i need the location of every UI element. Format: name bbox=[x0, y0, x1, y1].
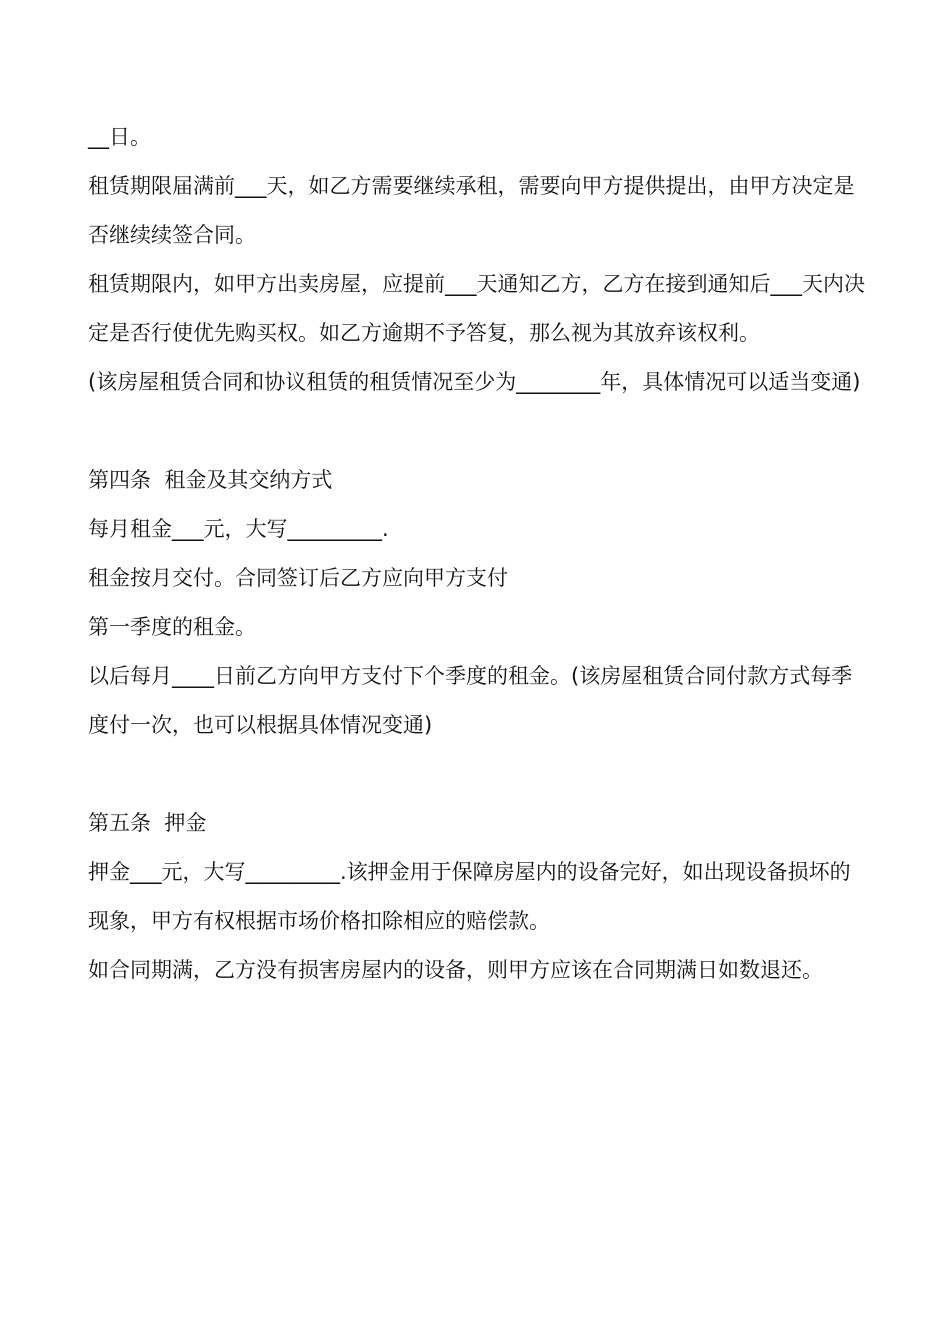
paragraph-renewal: 租赁期限届满前___天，如乙方需要继续承租，需要向甲方提供提出，由甲方决定是否继续续签合同。 bbox=[88, 174, 855, 247]
section-4-heading: 第四条 租金及其交纳方式 bbox=[88, 468, 333, 492]
document-body bbox=[88, 113, 866, 995]
paragraph-deposit: 押金___元，大写_________.该押金用于保障房屋内的设备完好，如出现设备损坏的现象，甲方有权根据市场价格扣除相应的赔偿款。 bbox=[88, 860, 851, 933]
paragraph-first-quarter: 第一季度的租金。 bbox=[88, 615, 256, 639]
blank-line bbox=[88, 407, 866, 456]
blank-line bbox=[88, 750, 866, 799]
paragraph-deposit-return: 如合同期满，乙方没有损害房屋内的设备，则甲方应该在合同期满日如数退还。 bbox=[88, 958, 823, 982]
paragraph-lease-term-note: (该房屋租赁合同和协议租赁的租赁情况至少为________年，具体情况可以适当变通) bbox=[88, 370, 861, 394]
paragraph-date-end: __日。 bbox=[88, 125, 151, 149]
paragraph-subsequent-payment: 以后每月____日前乙方向甲方支付下个季度的租金。(该房屋租赁合同付款方式每季度付一次，也可以根据具体情况变通) bbox=[88, 664, 853, 737]
paragraph-preemption: 租赁期限内，如甲方出卖房屋，应提前___天通知乙方，乙方在接到通知后___天内决定是否行使优先购买权。如乙方逾期不予答复，那么视为其放弃该权利。 bbox=[88, 272, 865, 345]
paragraph-rent-payment: 租金按月交付。合同签订后乙方应向甲方支付 bbox=[88, 566, 508, 590]
section-5-heading: 第五条 押金 bbox=[88, 811, 207, 835]
paragraph-monthly-rent: 每月租金___元，大写_________. bbox=[88, 517, 389, 541]
